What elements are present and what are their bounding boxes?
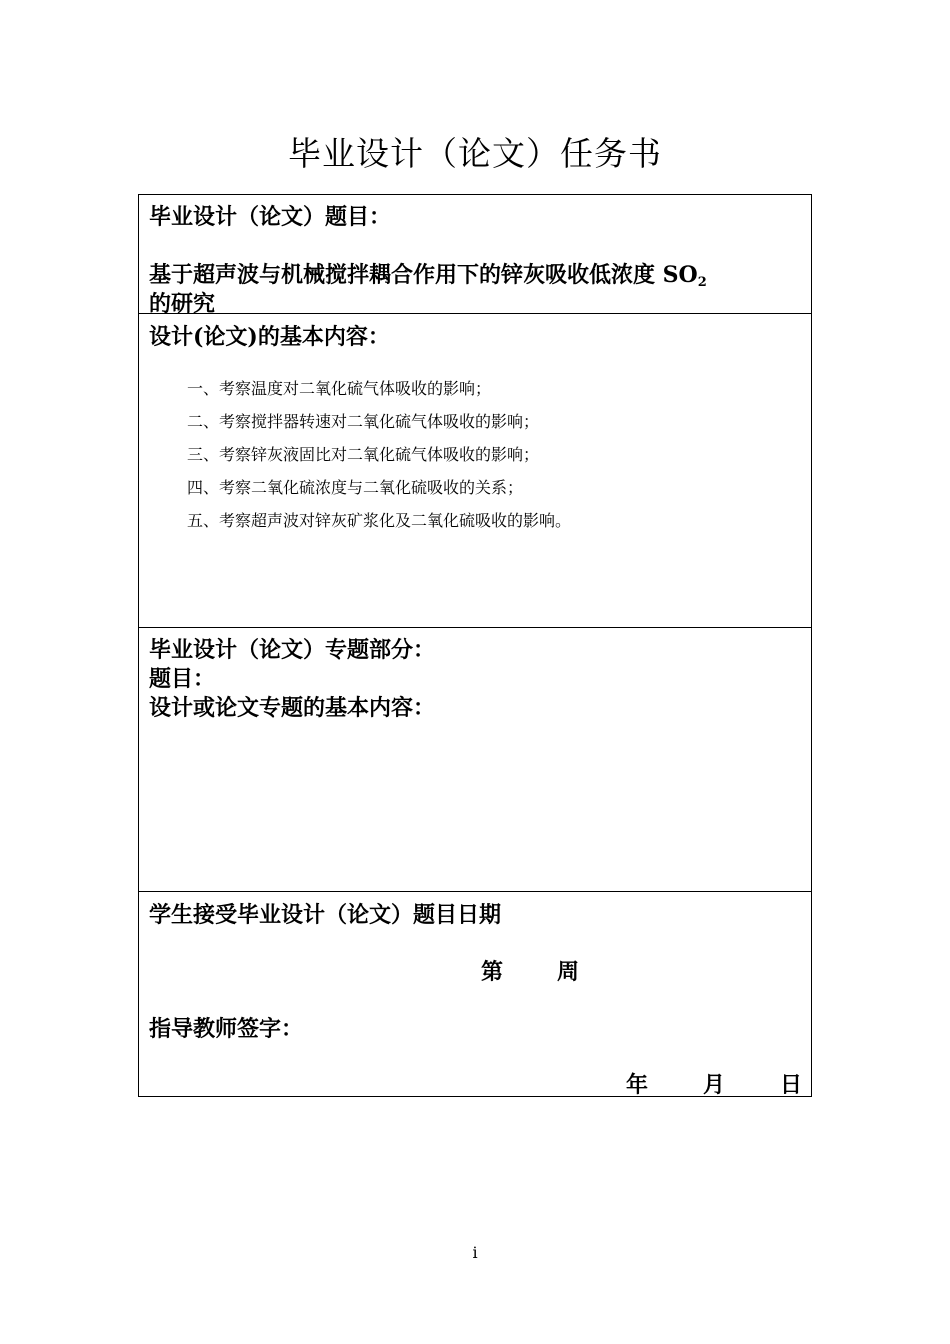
special-section — [139, 628, 811, 892]
content-item: 二、考察搅拌器转速对二氧化硫气体吸收的影响； — [187, 412, 540, 431]
subscript-2: 2 — [697, 275, 707, 290]
content-section — [139, 314, 811, 628]
accept-date-label: 学生接受毕业设计（论文）题目日期 — [149, 902, 502, 928]
week-zhou: 周 — [557, 959, 580, 985]
topic-section — [139, 195, 811, 317]
content-item: 四、考察二氧化硫浓度与二氧化硫吸收的关系； — [187, 478, 524, 497]
special-content-label: 设计或论文专题的基本内容： — [149, 695, 436, 721]
date-day: 日 — [780, 1072, 803, 1098]
content-label: 设计(论文)的基本内容： — [149, 324, 390, 350]
task-form-table — [138, 194, 812, 1097]
topic-title-line1: 基于超声波与机械搅拌耦合作用下的锌灰吸收低浓度 $SO_2$ — [149, 262, 707, 290]
special-topic-label: 题目： — [149, 666, 216, 692]
special-label: 毕业设计（论文）专题部分： — [149, 637, 436, 663]
content-item: 三、考察锌灰液固比对二氧化硫气体吸收的影响； — [187, 445, 540, 464]
date-month: 月 — [703, 1072, 726, 1098]
page-title: 毕业设计（论文）任务书 — [288, 134, 662, 173]
content-item: 一、考察温度对二氧化硫气体吸收的影响； — [187, 379, 492, 398]
date-year: 年 — [626, 1072, 649, 1098]
accept-section — [139, 892, 811, 1096]
topic-label: 毕业设计（论文）题目： — [149, 204, 392, 230]
content-item: 五、考察超声波对锌灰矿浆化及二氧化硫吸收的影响。 — [187, 511, 572, 530]
week-di: 第 — [481, 959, 504, 985]
advisor-sign-label: 指导教师签字： — [149, 1016, 304, 1042]
topic-title-line2: 的研究 — [149, 291, 216, 317]
page-number: i — [472, 1243, 478, 1262]
